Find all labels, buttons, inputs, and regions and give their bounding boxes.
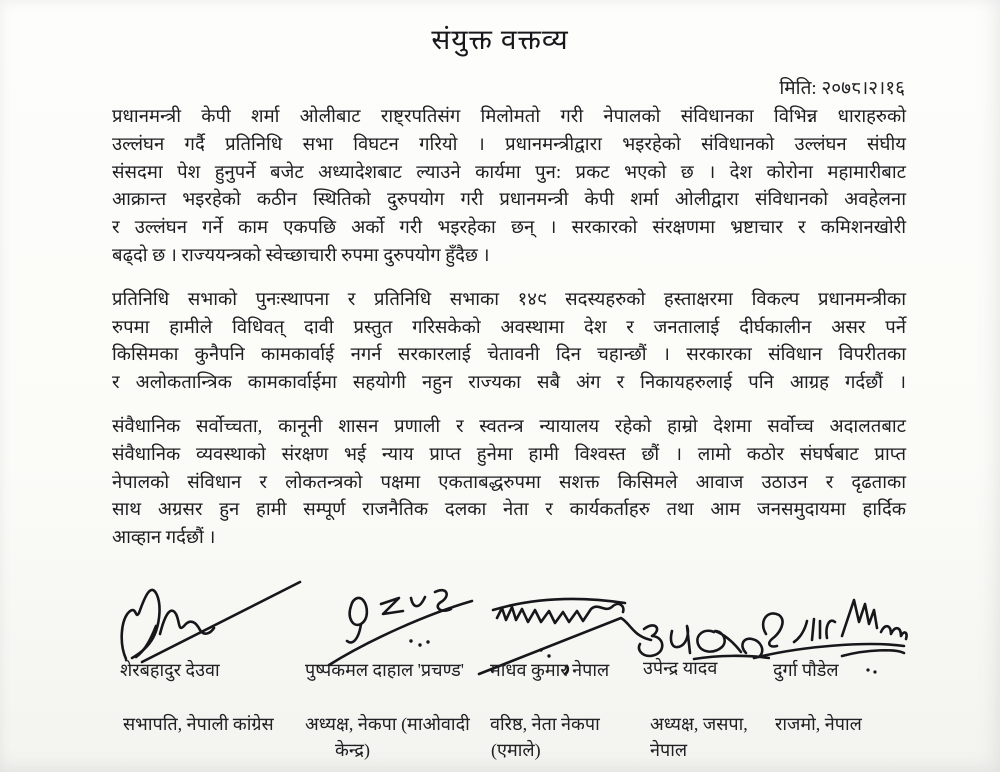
signatory-name-madhav: माधव कुमार नेपाल <box>490 660 610 680</box>
signature-prachanda <box>325 584 475 669</box>
paragraph-3 <box>112 414 906 553</box>
text-line: उल्लंघन गर्दै प्रतिनिधि सभा विघटन गरियो । प्रधानमन्त्रीद्वारा भइरहेको संविधानको उल्लंघन संघीय <box>112 134 906 155</box>
statement-date: मिति: २०७८।२।१६ <box>779 78 905 99</box>
text-line: किसिमका कुनैपनि कामकार्वाई नगर्न सरकारलाई चेतावनी दिन चहान्छौं । सरकारका संविधान विपरीतका <box>112 345 906 366</box>
signatory-title-prachanda-2: केन्द्र) <box>335 740 370 760</box>
text-line: संसदमा पेश हुनुपर्ने बजेट अध्यादेशबाट ल्याउने कार्यमा पुन: प्रकट भएको छ । देश कोरोना महामारीबाट <box>112 162 906 183</box>
text-line: बढ्दो छ । राज्ययन्त्रको स्वेच्छाचारी रुपमा दुरुपयोग हुँदैछ । <box>112 245 490 266</box>
signatory-name-deuba: शेरबहादुर देउवा <box>120 660 220 680</box>
text-line: साथ अग्रसर हुन हामी सम्पूर्ण राजनैतिक दलका नेता र कार्यकर्ताहरु तथा आम जनसमुदायमा हार्दिक <box>112 500 906 521</box>
signatory-name-prachanda: पुष्पकमल दाहाल 'प्रचण्ड' <box>305 660 465 680</box>
signatory-name-durga: दुर्गा पौडेल <box>773 660 839 680</box>
text-line: र उल्लंघन गर्ने काम एकपछि अर्को गरी भइरहेका छन् । सरकारको संरक्षणमा भ्रष्टाचार र कमिशनखोरी <box>112 218 906 239</box>
statement-body <box>112 104 906 569</box>
paragraph-2 <box>112 287 906 398</box>
text-line: नेपालको संविधान र लोकतन्त्रको पक्षमा एकताबद्धरुपमा सशक्त किसिमले आवाज उठाउन र दृढताका <box>112 472 906 493</box>
text-line: प्रधानमन्त्री केपी शर्मा ओलीबाट राष्ट्रपतिसंग मिलोमतो गरी नेपालको संविधानका विभिन्न धाराहरुको <box>112 107 906 127</box>
signatory-title-upendra: अध्यक्ष, जसपा, <box>650 714 748 734</box>
signatory-title-upendra-2: नेपाल <box>650 740 688 760</box>
signatory-title-madhav-2: (एमाले) <box>491 740 541 760</box>
text-line: आव्हान गर्दछौं । <box>112 528 216 549</box>
signature-block <box>0 560 1000 772</box>
text-line: संवैधानिक व्यवस्थाको संरक्षण भई न्याय प्राप्त हुनेमा हामी विश्वस्त छौं । लामो कठोर संघर्षबाट प्राप्त <box>112 444 906 465</box>
text-line: र अलोकतान्त्रिक कामकार्वाईमा सहयोगी नहुन राज्यका सबै अंग र निकायहरुलाई पनि आग्रह गर्दछौं । <box>112 373 906 394</box>
text-line: रुपमा हामीले विधिवत् दावी प्रस्तुत गरिसकेको अवस्थामा देश र जनतालाई दीर्घकालीन असर पर्ने <box>112 317 906 338</box>
signatory-title-deuba: सभापति, नेपाली कांग्रेस <box>123 714 274 734</box>
text-line: संवैधानिक सर्वोच्चता, कानूनी शासन प्रणाली र स्वतन्त्र न्यायालय रहेको हाम्रो देशमा सर्वोच्च अदालतबाट <box>112 416 906 437</box>
text-line: प्रतिनिधि सभाको पुनःस्थापना र प्रतिनिधि सभाका १४९ सदस्यहरुको हस्ताक्षरमा विकल्प प्रधानमन्त्रीका <box>112 289 906 310</box>
signatory-title-durga: राजमो, नेपाल <box>775 714 862 734</box>
signatory-title-prachanda: अध्यक्ष, नेकपा (माओवादी <box>305 714 470 734</box>
text-line: आक्रान्त भइरहेको कठीन स्थितिको दुरुपयोग गरी प्रधानमन्त्री केपी शर्मा ओलीद्वारा संविधानको अवहेलना <box>112 190 906 211</box>
signatory-name-upendra: उपेन्द्र यादव <box>643 658 718 678</box>
statement-title: संयुक्त वक्तव्य <box>431 25 569 56</box>
paragraph-1 <box>112 104 906 271</box>
signature-deuba <box>112 570 307 665</box>
signatory-title-madhav: वरिष्ठ, नेता नेकपा <box>490 714 600 734</box>
